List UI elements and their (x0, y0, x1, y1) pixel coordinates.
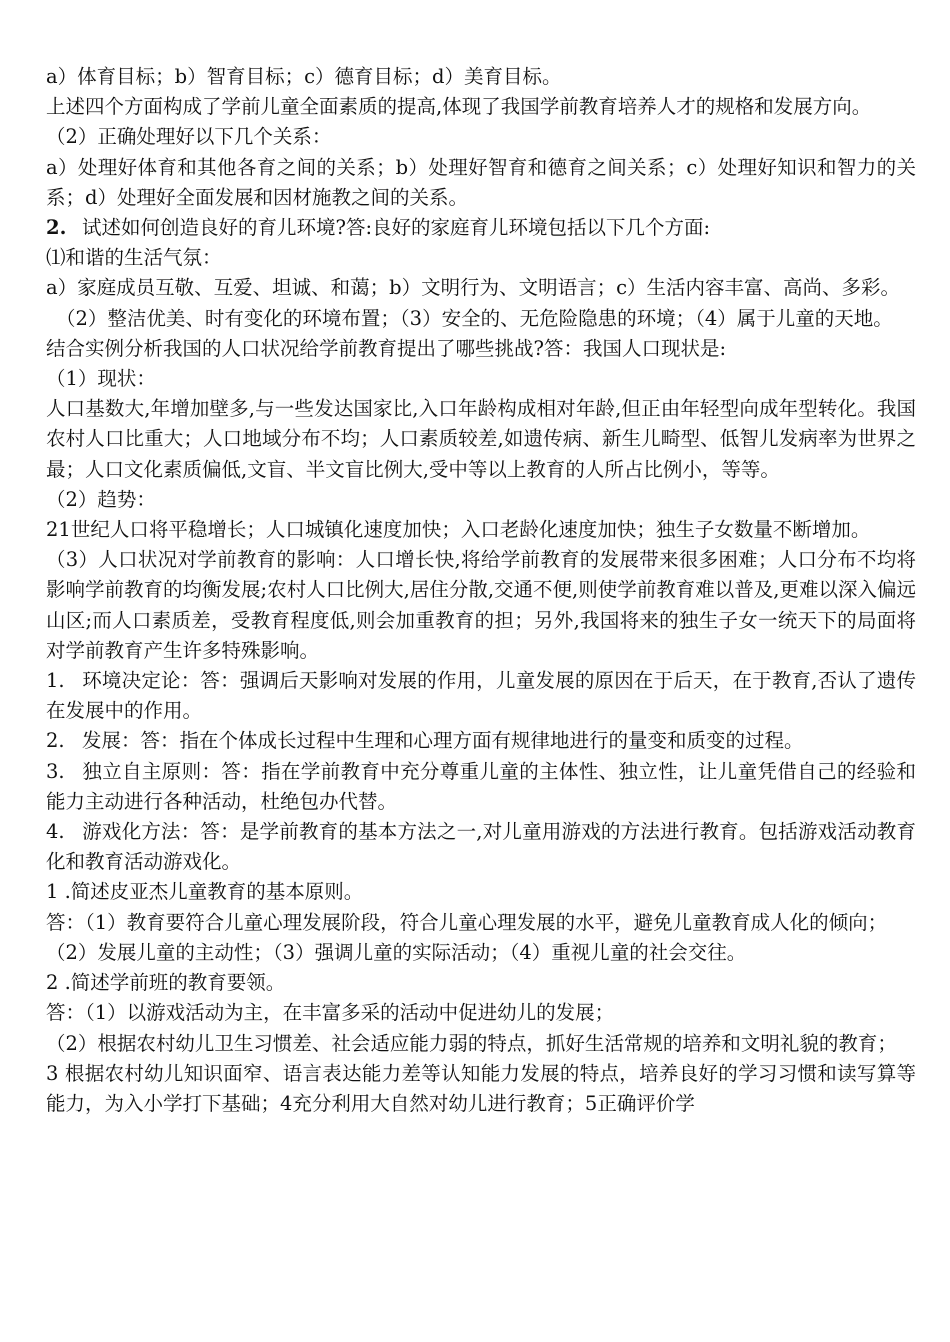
paragraph-definition-independence (46, 757, 916, 817)
item-text: 试述如何创造良好的育儿环境?答:良好的家庭育儿环境包括以下几个方面: (82, 216, 711, 240)
paragraph-goals: a）体育目标；b）智育目标；c）德育目标；d）美育目标。 (46, 65, 562, 88)
item-number: 2. (46, 729, 65, 753)
item-number: 1. (46, 669, 65, 693)
paragraph-status: 人口基数大,年增加壁多,与一些发达国家比,入口年龄构成相对年龄,但正由年轻型向成年型转化。我国农村人口比重大；人口地域分布不均；人口素质较差,如遗传病、新生儿畸型、低智儿发病率为世界之最；人口文化素质偏低,文盲、半文盲比例大,受中等以上教育的人所占比例小，等等。 (46, 397, 916, 481)
item-text: 独立自主原则：答：指在学前教育中充分尊重儿童的主体性、独立性，让儿童凭借自己的经验和能力主动进行各种活动，杜绝包办代替。 (46, 759, 916, 813)
document-page (46, 62, 916, 1119)
paragraph-definition-environment (46, 666, 916, 726)
paragraph-relations-heading: （2）正确处理好以下几个关系： (46, 125, 332, 149)
paragraph-summary: 上述四个方面构成了学前儿童全面素质的提高,体现了我国学前教育培养人才的规格和发展方向。 (46, 95, 872, 119)
item-text: 环境决定论：答：强调后天影响对发展的作用，儿童发展的原因在于后天，在于教育,否认了遗传在发展中的作用。 (46, 669, 916, 723)
item-number: 3. (46, 759, 65, 783)
paragraph-definition-game (46, 817, 916, 877)
paragraph-preschool-answer-3: 3 根据农村幼儿知识面窄、语言表达能力差等认知能力发展的特点，培养良好的学习习惯和读写算等能力，为入小学打下基础；4充分利用大自然对幼儿进行教育；5正确评价学 (46, 1061, 916, 1115)
paragraph-impact: （3）人口状况对学前教育的影响：人口增长快,将给学前教育的发展带来很多困难；人口分布不均将影响学前教育的均衡发展;农村人口比例大,居住分散,交通不便,则使学前教育难以普及,更难以深入偏远山区;而人口素质差，受教育程度低,则会加重教育的担；另外,我国将来的独生子女一统天下的局面将对学前教育产生许多特殊影响。 (46, 548, 916, 662)
paragraph-status-heading: （1）现状： (46, 367, 156, 391)
paragraph-question-environment (46, 213, 916, 243)
paragraph-piaget-question: 1 .简述皮亚杰儿童教育的基本原则。 (46, 880, 364, 904)
paragraph-trend-heading: （2）趋势： (46, 487, 156, 511)
item-number: 2. (46, 216, 67, 240)
paragraph-population-question: 结合实例分析我国的人口状况给学前教育提出了哪些挑战?答：我国人口现状是: (46, 336, 727, 360)
paragraph-preschool-question: 2 .简述学前班的教育要领。 (46, 971, 286, 995)
item-text: 游戏化方法：答：是学前教育的基本方法之一,对儿童用游戏的方法进行教育。包括游戏活动教育化和教育活动游戏化。 (46, 820, 916, 874)
paragraph-trend: 21世纪人口将平稳增长；人口城镇化速度加快；入口老龄化速度加快；独生子女数量不断增加。 (46, 518, 871, 542)
paragraph-harmony: a）家庭成员互敬、互爱、坦诚、和蔼；b）文明行为、文明语言；c）生活内容丰富、高尚、多彩。 (46, 276, 901, 300)
item-number: 4. (46, 820, 65, 844)
paragraph-environment-items: （2）整洁优美、时有变化的环境布置；（3）安全的、无危险隐患的环境；（4）属于儿童的天地。 (56, 306, 893, 330)
paragraph-preschool-answer-1: 答：（1）以游戏活动为主，在丰富多采的活动中促进幼儿的发展； (46, 1001, 615, 1025)
item-text: 发展：答：指在个体成长过程中生理和心理方面有规律地进行的量变和质变的过程。 (82, 729, 804, 753)
paragraph-relations: a）处理好体育和其他各育之间的关系；b）处理好智育和德育之间关系；c）处理好知识和智力的关系；d）处理好全面发展和因材施教之间的关系。 (46, 155, 916, 209)
paragraph-preschool-answer-2: （2）根据农村幼儿卫生习惯差、社会适应能力弱的特点，抓好生活常规的培养和文明礼貌的教育； (46, 1031, 897, 1055)
paragraph-piaget-answer: 答：（1）教育要符合儿童心理发展阶段，符合儿童心理发展的水平，避免儿童教育成人化的倾向； (46, 910, 888, 934)
paragraph-piaget-items: （2）发展儿童的主动性；（3）强调儿童的实际活动；（4）重视儿童的社会交往。 (46, 940, 747, 964)
paragraph-harmony-heading: ⑴和谐的生活气氛： (46, 246, 222, 270)
paragraph-definition-development (46, 726, 916, 756)
